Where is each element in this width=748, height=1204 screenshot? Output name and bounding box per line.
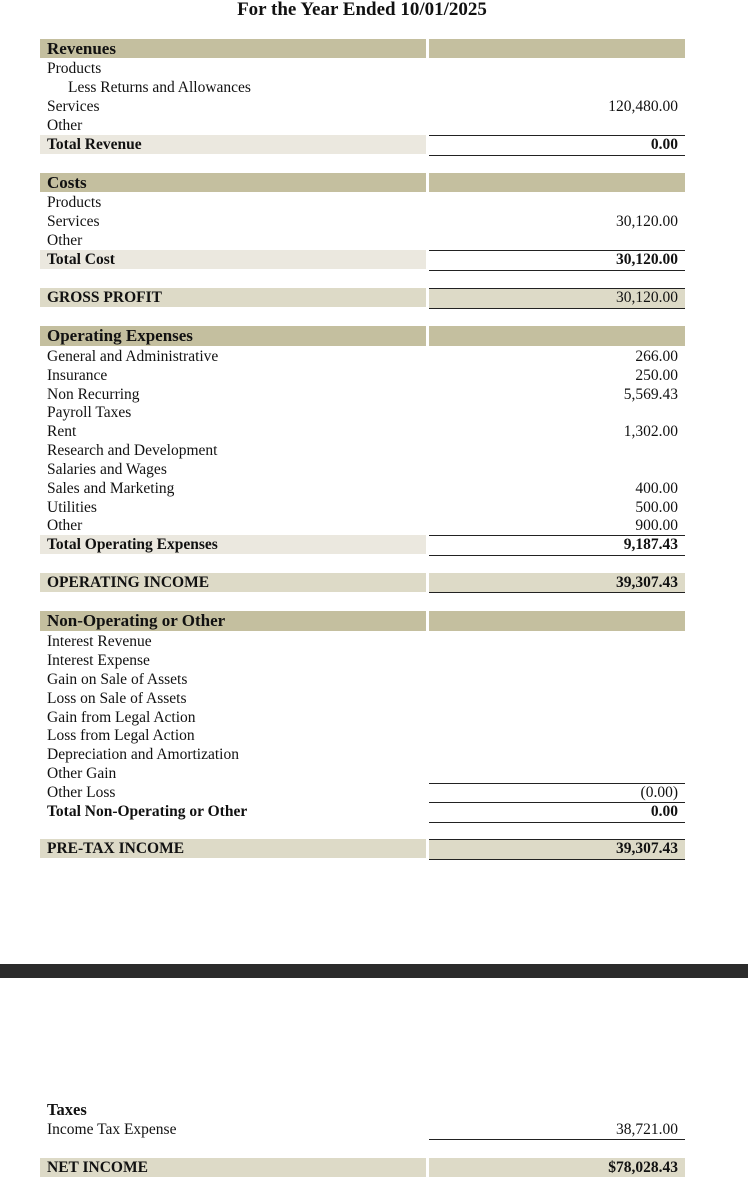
line-item: Interest Revenue	[47, 633, 152, 650]
line-item: General and Administrative 266.00	[47, 348, 678, 365]
line-item: Research and Development	[47, 442, 218, 459]
pre-tax-income-row: PRE-TAX INCOME 39,307.43	[40, 839, 685, 858]
total-operating-expenses-row: Total Operating Expenses 9,187.43	[40, 535, 685, 554]
line-item: Services 120,480.00	[47, 98, 678, 115]
line-item: Utilities 500.00	[47, 499, 678, 516]
section-header-revenues	[40, 39, 685, 58]
operating-income-row: OPERATING INCOME 39,307.43	[40, 573, 685, 592]
net-income-row: NET INCOME $78,028.43	[40, 1158, 685, 1177]
line-item: Other Gain	[47, 765, 117, 782]
line-item: Interest Expense	[47, 652, 150, 669]
line-item: Other	[47, 117, 83, 134]
line-item: Other	[47, 232, 83, 249]
line-item: Other 900.00	[47, 517, 678, 534]
total-revenue-row: Total Revenue 0.00	[40, 135, 685, 154]
section-header-non-operating	[40, 611, 685, 631]
section-header-operating-expenses	[40, 326, 685, 346]
gross-profit-row: GROSS PROFIT 30,120.00	[40, 288, 685, 307]
section-title: Operating Expenses	[47, 326, 193, 345]
section-title: Taxes	[47, 1100, 87, 1119]
section-title: Revenues	[47, 39, 116, 58]
line-item: Sales and Marketing 400.00	[47, 480, 678, 497]
total-cost-row: Total Cost 30,120.00	[40, 250, 685, 269]
section-header-costs	[40, 173, 685, 192]
line-item: Salaries and Wages	[47, 461, 167, 478]
line-item: Insurance 250.00	[47, 367, 678, 384]
line-item: Gain on Sale of Assets	[47, 671, 188, 688]
line-item: Loss on Sale of Assets	[47, 690, 187, 707]
section-title: Costs	[47, 173, 87, 192]
statement-title: For the Year Ended 10/01/2025	[237, 0, 487, 20]
line-item: Services 30,120.00	[47, 213, 678, 230]
line-item: Income Tax Expense 38,721.00	[40, 1120, 685, 1139]
line-item: Products	[47, 60, 102, 77]
line-item: Payroll Taxes	[47, 404, 132, 421]
section-header-taxes	[40, 1100, 685, 1119]
total-non-operating-row: Total Non-Operating or Other 0.00	[40, 802, 685, 821]
page-break-bar	[0, 964, 748, 978]
line-item: Gain from Legal Action	[47, 709, 196, 726]
line-item: Depreciation and Amortization	[47, 746, 239, 763]
section-title: Non-Operating or Other	[47, 611, 226, 630]
line-item: Other Loss (0.00)	[40, 783, 685, 802]
line-item: Rent 1,302.00	[47, 423, 678, 440]
line-item: Non Recurring 5,569.43	[47, 386, 678, 403]
line-item: Products	[47, 194, 102, 211]
line-item: Less Returns and Allowances	[68, 79, 251, 96]
line-item: Loss from Legal Action	[47, 727, 195, 744]
